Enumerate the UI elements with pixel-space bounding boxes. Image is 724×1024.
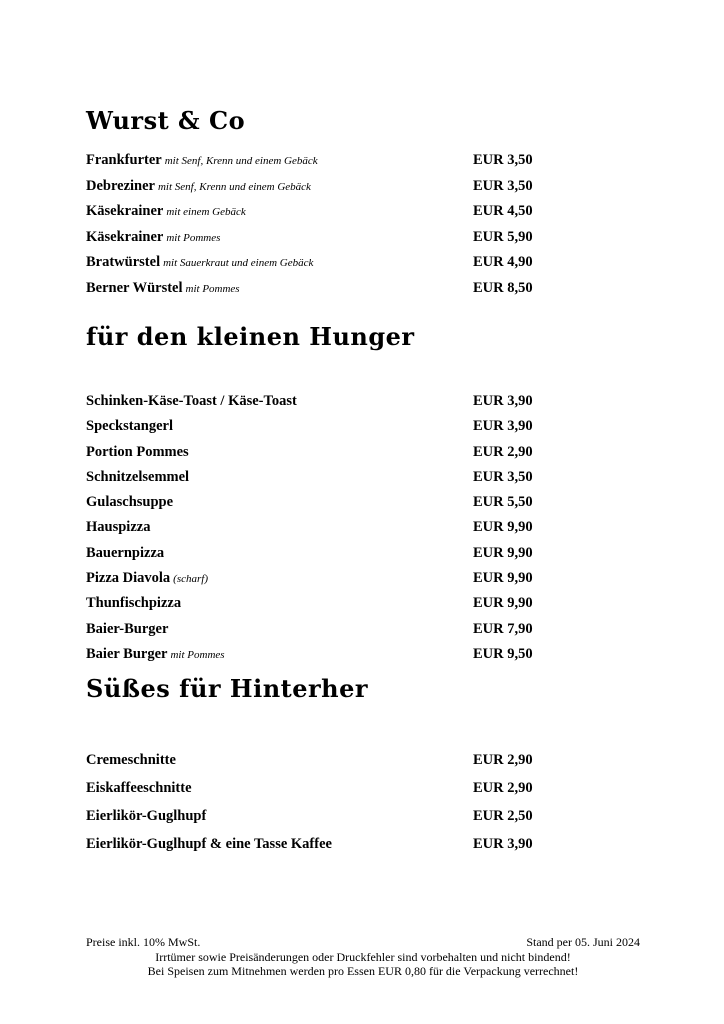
item-description: mit Sauerkraut und einem Gebäck [163, 257, 314, 270]
item-name: Hauspizza [86, 519, 151, 536]
menu-item [86, 204, 646, 230]
item-price: EUR 3,50 [473, 468, 533, 485]
item-price: EUR 5,50 [473, 494, 533, 511]
item-price: EUR 3,90 [473, 836, 533, 852]
menu-item [86, 495, 646, 520]
item-name: Berner Würstel [86, 279, 183, 296]
item-name: Gulaschsuppe [86, 494, 174, 511]
item-name: Schinken-Käse-Toast / Käse-Toast [86, 393, 297, 409]
item-name: Eierlikör-Guglhupf & eine Tasse Kaffee [86, 836, 332, 852]
item-description: mit Pommes [170, 648, 225, 661]
item-description: mit Pommes [166, 231, 221, 244]
menu-list [86, 753, 646, 865]
item-price: EUR 9,90 [473, 595, 533, 612]
menu-item [86, 520, 646, 545]
item-price: EUR 4,50 [473, 203, 533, 220]
item-price: EUR 9,50 [473, 645, 533, 662]
item-name: Käsekrainer [86, 203, 164, 220]
item-name: Käsekrainer [86, 228, 164, 245]
menu-list [86, 394, 646, 672]
menu-item [86, 394, 646, 419]
item-name: Speckstangerl [86, 418, 173, 435]
menu-item [86, 255, 646, 281]
menu-item [86, 445, 646, 470]
item-price: EUR 3,90 [473, 418, 533, 435]
item-price: EUR 9,90 [473, 544, 533, 561]
item-price: EUR 7,90 [473, 620, 533, 637]
disclaimer: Irrtümer sowie Preisänderungen oder Druckfehler sind vorbehalten und nicht bindend! [155, 949, 571, 964]
item-price: EUR 4,90 [473, 254, 533, 271]
item-price: EUR 2,50 [473, 808, 533, 824]
menu-item [86, 179, 646, 205]
section-title: Wurst & Co [86, 106, 246, 135]
menu-item [86, 546, 646, 571]
menu-item [86, 837, 646, 865]
item-name: Baier Burger [86, 645, 168, 662]
item-description: mit einem Gebäck [166, 206, 246, 219]
menu-item [86, 809, 646, 837]
menu-item [86, 647, 646, 672]
item-price: EUR 8,50 [473, 279, 533, 296]
item-name: Schnitzelsemmel [86, 468, 190, 485]
menu-item [86, 281, 646, 307]
menu-item [86, 622, 646, 647]
takeaway-note: Bei Speisen zum Mitnehmen werden pro Essen EUR 0,80 für die Verpackung verrechnet! [147, 964, 579, 978]
item-price: EUR 5,90 [473, 228, 533, 245]
item-price: EUR 9,90 [473, 519, 533, 536]
item-price: EUR 9,90 [473, 570, 533, 587]
footer-top-row [86, 935, 640, 950]
date-note: Stand per 05. Juni 2024 [526, 935, 640, 949]
menu-item [86, 781, 646, 809]
section-suesses [86, 674, 646, 865]
item-name: Debreziner [86, 177, 155, 194]
item-name: Thunfischpizza [86, 595, 182, 612]
menu-item [86, 153, 646, 179]
menu-item [86, 419, 646, 444]
item-price: EUR 3,50 [473, 177, 533, 194]
item-description: mit Pommes [185, 282, 240, 295]
item-price: EUR 2,90 [473, 752, 533, 768]
item-price: EUR 3,90 [473, 393, 533, 409]
item-price: EUR 2,90 [473, 780, 533, 796]
item-description: (scharf) [173, 573, 208, 586]
item-name: Portion Pommes [86, 443, 189, 460]
menu-item [86, 230, 646, 256]
item-name: Cremeschnitte [86, 752, 176, 768]
item-name: Baier-Burger [86, 620, 169, 637]
footer [86, 935, 640, 979]
item-name: Bauernpizza [86, 544, 165, 561]
section-wurst [86, 106, 646, 307]
item-description: mit Senf, Krenn und einem Gebäck [164, 155, 318, 167]
menu-item [86, 753, 646, 781]
menu-item [86, 596, 646, 621]
menu-item [86, 470, 646, 495]
item-price: EUR 2,90 [473, 443, 533, 460]
item-name: Eiskaffeeschnitte [86, 780, 192, 796]
menu-list [86, 153, 646, 307]
item-name: Eierlikör-Guglhupf [86, 808, 207, 824]
item-price: EUR 3,50 [473, 152, 533, 168]
vat-note: Preise inkl. 10% MwSt. [86, 935, 201, 949]
item-description: mit Senf, Krenn und einem Gebäck [157, 180, 311, 193]
item-name: Frankfurter [86, 152, 162, 168]
item-name: Pizza Diavola [86, 570, 171, 587]
menu-item [86, 571, 646, 596]
section-title: für den kleinen Hunger [86, 322, 415, 351]
item-name: Bratwürstel [86, 254, 161, 271]
section-title: Süßes für Hinterher [86, 674, 369, 703]
section-kleiner-hunger [86, 322, 646, 672]
